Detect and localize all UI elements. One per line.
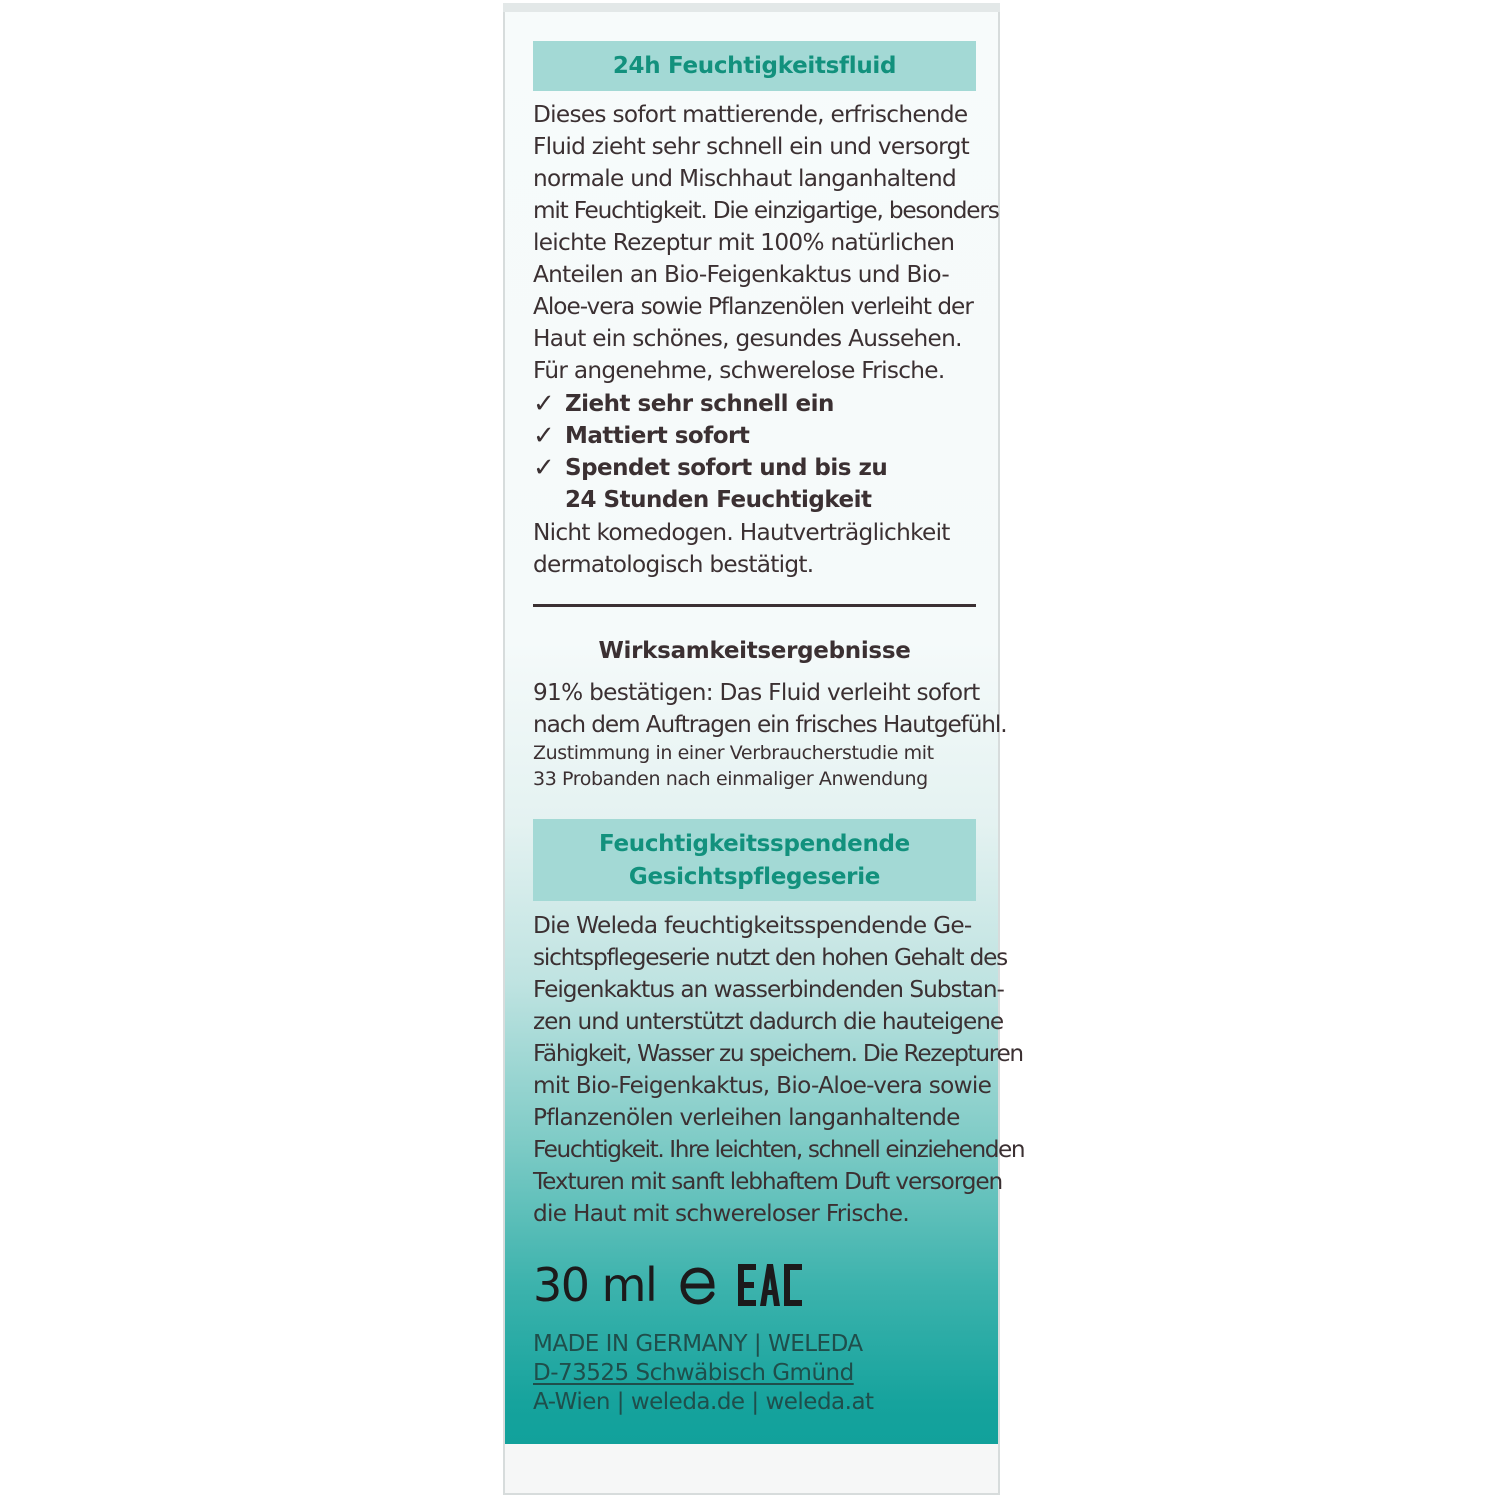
- results-heading: [533, 635, 976, 667]
- benefit-text: Zieht sehr schnell ein: [565, 391, 834, 417]
- series-title-banner: [533, 819, 976, 901]
- series-line: zen und unterstützt dadurch die hauteigene: [533, 1008, 1004, 1035]
- description-line: Für angenehme, schwerelose Frische.: [533, 357, 945, 384]
- benefit-text: 24 Stunden Feuchtigkeit: [565, 487, 872, 513]
- skin-tolerance-note: [533, 517, 976, 581]
- benefit-text: Spendet sofort und bis zu: [565, 455, 888, 481]
- series-line: Die Weleda feuchtigkeitsspendende Ge-: [533, 912, 972, 939]
- series-title: Feuchtigkeitsspendende: [599, 831, 910, 857]
- benefits-list: [533, 388, 976, 516]
- study-line: 33 Probanden nach einmaliger Anwendung: [533, 768, 928, 790]
- description-line: mit Feuchtigkeit. Die einzigartige, besonders: [533, 197, 999, 224]
- results-line: nach dem Auftragen ein frisches Hautgefühl.: [533, 711, 1007, 738]
- address-line: D-73525 Schwäbisch Gmünd: [533, 1360, 854, 1386]
- benefit-item: [533, 452, 976, 516]
- benefit-item: [533, 420, 976, 452]
- volume-label: 30 ml: [533, 1258, 657, 1312]
- note-line: Nicht komedogen. Hautverträglichkeit: [533, 519, 950, 546]
- series-title: Gesichtspflegeserie: [628, 864, 881, 890]
- series-line: Feigenkaktus an wasserbindenden Substan-: [533, 976, 1004, 1003]
- note-line: dermatologisch bestätigt.: [533, 551, 814, 578]
- description-line: Aloe-vera sowie Pflanzenölen verleiht der: [533, 293, 973, 320]
- series-line: Texturen mit sanft lebhaftem Duft versorgen: [533, 1168, 1003, 1195]
- description-line: Haut ein schönes, gesundes Aussehen.: [533, 325, 962, 352]
- series-line: mit Bio-Feigenkaktus, Bio-Aloe-vera sowie: [533, 1072, 992, 1099]
- study-line: Zustimmung in einer Verbraucherstudie mit: [533, 742, 934, 764]
- series-line: sichtspflegeserie nutzt den hohen Gehalt des: [533, 944, 1008, 971]
- volume-row: [533, 1255, 804, 1315]
- eac-mark-icon: [738, 1262, 804, 1308]
- series-line: Feuchtigkeit. Ihre leichten, schnell einziehenden: [533, 1136, 1025, 1163]
- series-line: Pflanzenölen verleihen langanhaltende: [533, 1104, 960, 1131]
- results-line: 91% bestätigen: Das Fluid verleiht sofort: [533, 679, 980, 706]
- study-note: [533, 740, 976, 792]
- results-title: Wirksamkeitsergebnisse: [598, 638, 911, 664]
- series-line: Fähigkeit, Wasser zu speichern. Die Rezepturen: [533, 1040, 1023, 1067]
- estimated-sign-icon: [678, 1262, 718, 1308]
- product-title: 24h Feuchtigkeitsfluid: [612, 53, 897, 79]
- benefit-text: Mattiert sofort: [565, 423, 750, 449]
- description-line: leichte Rezeptur mit 100% natürlichen: [533, 229, 955, 256]
- websites-line: A-Wien | weleda.de | weleda.at: [533, 1389, 874, 1415]
- description-line: Anteilen an Bio-Feigenkaktus und Bio-: [533, 261, 950, 288]
- series-line: die Haut mit schwereloser Frische.: [533, 1200, 910, 1227]
- product-title-banner: [533, 41, 976, 91]
- checkmark-icon: ✓: [533, 453, 555, 483]
- section-divider: [533, 604, 976, 607]
- manufacturer-info: [533, 1330, 976, 1417]
- series-description: [533, 910, 1025, 1230]
- made-in-line: MADE IN GERMANY | WELEDA: [533, 1331, 863, 1357]
- description-line: normale und Mischhaut langanhaltend: [533, 165, 956, 192]
- checkmark-icon: ✓: [533, 389, 555, 419]
- product-description: [533, 99, 999, 387]
- benefit-item: [533, 388, 976, 420]
- description-line: Dieses sofort mattierende, erfrischende: [533, 101, 968, 128]
- checkmark-icon: ✓: [533, 421, 555, 451]
- description-line: Fluid zieht sehr schnell ein und versorgt: [533, 133, 970, 160]
- results-text: [533, 677, 1007, 741]
